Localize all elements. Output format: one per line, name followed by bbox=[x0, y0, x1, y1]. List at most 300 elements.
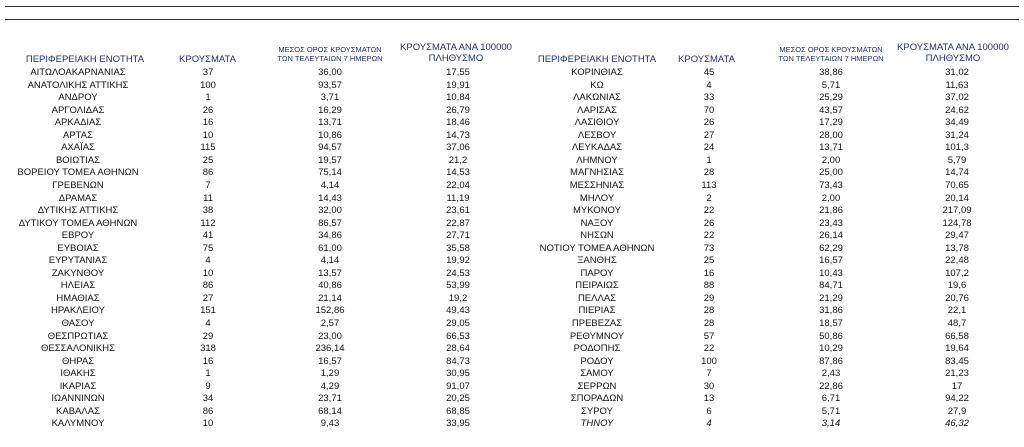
cell-per100k: 19,2 bbox=[448, 292, 468, 304]
header-avg-right bbox=[766, 45, 896, 63]
table-row bbox=[0, 193, 520, 205]
cell-region: ΚΟΡΙΝΘΙΑΣ bbox=[571, 67, 623, 78]
cell-cases: 26 bbox=[703, 117, 715, 129]
table-row bbox=[520, 406, 1024, 418]
cell-avg7d: 16,29 bbox=[318, 104, 342, 116]
cell-avg7d: 32,00 bbox=[318, 205, 342, 217]
cell-avg7d: 4,29 bbox=[320, 380, 340, 392]
cell-cases: 10 bbox=[202, 418, 214, 430]
table-row bbox=[0, 92, 520, 104]
cell-cases: 37 bbox=[202, 67, 214, 78]
top-rule bbox=[5, 6, 1019, 7]
cell-per100k: 33,95 bbox=[446, 418, 470, 430]
cell-avg7d: 26,14 bbox=[819, 230, 843, 242]
cell-region: ΠΕΛΛΑΣ bbox=[577, 292, 617, 304]
cell-region: ΝΟΤΙΟΥ ΤΟΜΕΑ ΑΘΗΝΩΝ bbox=[539, 242, 655, 254]
right-table bbox=[520, 67, 1024, 445]
cell-cases: 26 bbox=[202, 104, 214, 116]
cell-avg7d: 40,86 bbox=[318, 280, 342, 292]
cell-cases: 4 bbox=[706, 418, 712, 430]
cell-region: ΜΕΣΣΗΝΙΑΣ bbox=[569, 179, 625, 191]
table-row bbox=[520, 142, 1024, 154]
cell-region: ΛΑΣΙΘΙΟΥ bbox=[574, 117, 620, 129]
cell-avg7d: 3,14 bbox=[821, 418, 841, 430]
cell-per100k: 124,78 bbox=[942, 217, 972, 229]
cell-per100k: 23,61 bbox=[446, 205, 470, 217]
cell-per100k: 26,79 bbox=[446, 104, 470, 116]
cell-avg7d: 5,71 bbox=[821, 79, 841, 91]
cell-per100k: 66,58 bbox=[945, 330, 969, 342]
cell-cases: 7 bbox=[706, 368, 712, 380]
cell-per100k: 22,1 bbox=[947, 305, 967, 317]
cell-per100k: 49,43 bbox=[446, 305, 470, 317]
cell-avg7d: 2,00 bbox=[821, 154, 841, 166]
table-row bbox=[520, 343, 1024, 355]
cell-region: ΒΟΡΕΙΟΥ ΤΟΜΕΑ ΑΘΗΝΩΝ bbox=[17, 167, 139, 179]
cell-per100k: 53,99 bbox=[446, 280, 470, 292]
cell-cases: 29 bbox=[202, 330, 214, 342]
cell-avg7d: 68,14 bbox=[318, 405, 342, 417]
cell-region: ΝΗΣΩΝ bbox=[580, 230, 614, 242]
cell-avg7d: 25,00 bbox=[819, 167, 843, 179]
cell-per100k: 37,06 bbox=[446, 142, 470, 154]
cell-avg7d: 38,86 bbox=[819, 67, 843, 78]
table-row bbox=[520, 218, 1024, 230]
cell-per100k: 70,65 bbox=[945, 179, 969, 191]
cell-per100k: 29,05 bbox=[446, 318, 470, 329]
cell-per100k: 22,87 bbox=[446, 217, 470, 229]
cell-avg7d: 50,86 bbox=[819, 330, 843, 342]
cell-cases: 1 bbox=[706, 154, 712, 166]
cell-region: ΚΑΒΑΛΑΣ bbox=[56, 405, 100, 417]
cell-region: ΔΥΤΙΚΗΣ ΑΤΤΙΚΗΣ bbox=[37, 205, 119, 217]
header-per100k-left-line2: ΠΛΗΘΥΣΜΟ bbox=[428, 52, 484, 64]
cell-cases: 10 bbox=[202, 267, 214, 279]
cell-region: ΕΥΡΥΤΑΝΙΑΣ bbox=[48, 255, 108, 267]
header-avg-left-line1: ΜΕΣΟΣ ΟΡΟΣ ΚΡΟΥΣΜΑΤΩΝ bbox=[278, 45, 382, 54]
cell-per100k: 14,73 bbox=[446, 129, 470, 141]
cell-region: ΗΛΕΙΑΣ bbox=[60, 280, 96, 292]
header-per100k-left-line1: ΚΡΟΥΣΜΑΤΑ ΑΝΑ 100000 bbox=[400, 42, 512, 53]
table-row bbox=[520, 368, 1024, 380]
cell-cases: 88 bbox=[703, 280, 715, 292]
table-row bbox=[520, 167, 1024, 179]
cell-region: ΒΟΙΩΤΙΑΣ bbox=[55, 154, 101, 166]
cell-per100k: 27,71 bbox=[446, 230, 470, 242]
left-table bbox=[0, 67, 520, 445]
cell-per100k: 91,07 bbox=[446, 380, 470, 392]
cell-avg7d: 10,86 bbox=[318, 129, 342, 141]
table-row bbox=[0, 155, 520, 167]
cell-cases: 28 bbox=[703, 167, 715, 179]
cell-cases: 41 bbox=[202, 230, 214, 242]
cell-region: ΔΥΤΙΚΟΥ ΤΟΜΕΑ ΑΘΗΝΩΝ bbox=[18, 217, 138, 229]
table-row bbox=[520, 331, 1024, 343]
cell-region: ΡΟΔΟΥ bbox=[580, 355, 614, 367]
table-row bbox=[0, 305, 520, 317]
cell-region: ΣΠΟΡΑΔΩΝ bbox=[570, 393, 624, 405]
cell-avg7d: 21,14 bbox=[318, 292, 342, 304]
cell-per100k: 22,48 bbox=[945, 255, 969, 267]
cell-per100k: 48,7 bbox=[947, 318, 967, 329]
cell-cases: 6 bbox=[706, 405, 712, 417]
cell-region: ΡΟΔΟΠΗΣ bbox=[573, 343, 621, 355]
cell-cases: 2 bbox=[706, 192, 712, 204]
table-row bbox=[0, 67, 520, 79]
cell-region: ΕΒΡΟΥ bbox=[61, 230, 95, 242]
table-row bbox=[520, 105, 1024, 117]
table-row bbox=[0, 218, 520, 230]
cell-cases: 1 bbox=[205, 92, 211, 104]
cell-region: ΠΕΙΡΑΙΩΣ bbox=[575, 280, 619, 292]
cell-region: ΘΑΣΟΥ bbox=[61, 318, 95, 329]
cell-per100k: 94,22 bbox=[945, 393, 969, 405]
cell-avg7d: 4,14 bbox=[320, 255, 340, 267]
table-row bbox=[520, 393, 1024, 405]
cell-cases: 30 bbox=[703, 380, 715, 392]
cell-region: ΙΩΑΝΝΙΝΩΝ bbox=[51, 393, 105, 405]
cell-region: ΓΡΕΒΕΝΩΝ bbox=[52, 179, 104, 191]
cell-region: ΣΕΡΡΩΝ bbox=[577, 380, 617, 392]
cell-region: ΞΑΝΘΗΣ bbox=[577, 255, 617, 267]
cell-per100k: 18,46 bbox=[446, 117, 470, 129]
table-row bbox=[520, 318, 1024, 330]
cell-per100k: 21,2 bbox=[448, 154, 468, 166]
table-row bbox=[0, 80, 520, 92]
cell-cases: 86 bbox=[202, 280, 214, 292]
table-row bbox=[520, 268, 1024, 280]
table-row bbox=[0, 381, 520, 393]
cell-avg7d: 236,14 bbox=[315, 343, 345, 355]
cell-cases: 25 bbox=[703, 255, 715, 267]
cell-avg7d: 28,00 bbox=[819, 129, 843, 141]
cell-region: ΜΗΛΟΥ bbox=[579, 192, 615, 204]
cell-cases: 1 bbox=[205, 368, 211, 380]
cell-cases: 16 bbox=[202, 117, 214, 129]
cell-region: ΑΙΤΩΛΟΑΚΑΡΝΑΝΙΑΣ bbox=[30, 67, 126, 78]
cell-per100k: 20,25 bbox=[446, 393, 470, 405]
cell-per100k: 217,09 bbox=[942, 205, 972, 217]
cell-per100k: 24,53 bbox=[446, 267, 470, 279]
cell-per100k: 19,92 bbox=[446, 255, 470, 267]
cell-region: ΑΡΓΟΛΙΔΑΣ bbox=[51, 104, 105, 116]
cell-cases: 57 bbox=[703, 330, 715, 342]
cell-per100k: 13,78 bbox=[945, 242, 969, 254]
cell-region: ΖΑΚΥΝΘΟΥ bbox=[51, 267, 105, 279]
table-row bbox=[0, 105, 520, 117]
cell-avg7d: 43,57 bbox=[819, 104, 843, 116]
cell-region: ΑΡΚΑΔΙΑΣ bbox=[54, 117, 102, 129]
table-row bbox=[0, 205, 520, 217]
cell-avg7d: 152,86 bbox=[315, 305, 345, 317]
table-row bbox=[0, 142, 520, 154]
cell-avg7d: 16,57 bbox=[819, 255, 843, 267]
header-avg-right-line1: ΜΕΣΟΣ ΟΡΟΣ ΚΡΟΥΣΜΑΤΩΝ bbox=[779, 45, 883, 54]
cell-avg7d: 25,29 bbox=[819, 92, 843, 104]
cell-region: ΑΡΤΑΣ bbox=[63, 129, 93, 141]
cell-cases: 7 bbox=[205, 179, 211, 191]
cell-per100k: 14,74 bbox=[945, 167, 969, 179]
cell-per100k: 29,47 bbox=[945, 230, 969, 242]
table-row bbox=[520, 80, 1024, 92]
table-row bbox=[520, 67, 1024, 79]
header-per100k-right-line1: ΚΡΟΥΣΜΑΤΑ ΑΝΑ 100000 bbox=[897, 42, 1009, 53]
header-avg-left bbox=[265, 45, 395, 63]
cell-avg7d: 18,57 bbox=[819, 318, 843, 329]
cell-per100k: 107,2 bbox=[945, 267, 969, 279]
cell-cases: 29 bbox=[703, 292, 715, 304]
cell-cases: 100 bbox=[701, 355, 717, 367]
table-row bbox=[0, 130, 520, 142]
cell-avg7d: 84,71 bbox=[819, 280, 843, 292]
cell-per100k: 84,73 bbox=[446, 355, 470, 367]
cell-region: ΑΧΑΪΑΣ bbox=[61, 142, 95, 154]
table-row bbox=[0, 230, 520, 242]
cell-avg7d: 23,00 bbox=[318, 330, 342, 342]
cell-avg7d: 94,57 bbox=[318, 142, 342, 154]
cell-avg7d: 13,57 bbox=[318, 267, 342, 279]
cell-avg7d: 10,29 bbox=[819, 343, 843, 355]
table-row bbox=[0, 418, 520, 430]
cell-cases: 86 bbox=[202, 167, 214, 179]
header-per100k-right bbox=[893, 43, 1013, 64]
cell-cases: 22 bbox=[703, 205, 715, 217]
cell-cases: 25 bbox=[202, 154, 214, 166]
cell-cases: 318 bbox=[200, 343, 216, 355]
table-row bbox=[0, 331, 520, 343]
cell-region: ΗΜΑΘΙΑΣ bbox=[56, 292, 100, 304]
table-row bbox=[520, 293, 1024, 305]
cell-avg7d: 21,29 bbox=[819, 292, 843, 304]
cell-cases: 11 bbox=[203, 192, 213, 204]
cell-per100k: 14,53 bbox=[446, 167, 470, 179]
cell-avg7d: 13,71 bbox=[819, 142, 843, 154]
cell-avg7d: 36,00 bbox=[318, 67, 342, 78]
cell-region: ΑΝΔΡΟΥ bbox=[58, 92, 98, 104]
table-row bbox=[520, 92, 1024, 104]
cell-avg7d: 23,43 bbox=[819, 217, 843, 229]
table-row bbox=[0, 393, 520, 405]
cell-avg7d: 75,14 bbox=[318, 167, 342, 179]
cell-cases: 4 bbox=[205, 318, 211, 329]
cell-per100k: 101,3 bbox=[945, 142, 969, 154]
cell-cases: 9 bbox=[205, 380, 211, 392]
cell-cases: 113 bbox=[701, 179, 717, 191]
cell-per100k: 20,14 bbox=[945, 192, 969, 204]
cell-avg7d: 10,43 bbox=[819, 267, 843, 279]
header-rule bbox=[5, 19, 1019, 20]
cell-per100k: 20,76 bbox=[945, 292, 969, 304]
cell-per100k: 83,45 bbox=[945, 355, 969, 367]
cell-avg7d: 6,71 bbox=[821, 393, 841, 405]
table-row bbox=[0, 180, 520, 192]
table-row bbox=[520, 117, 1024, 129]
cell-cases: 70 bbox=[703, 104, 715, 116]
table-row bbox=[0, 293, 520, 305]
table-row bbox=[0, 368, 520, 380]
cell-cases: 22 bbox=[703, 230, 715, 242]
cell-region: ΗΡΑΚΛΕΙΟΥ bbox=[51, 305, 105, 317]
cell-per100k: 46,32 bbox=[945, 418, 969, 430]
header-avg-right-line2: ΤΩΝ ΤΕΛΕΥΤΑΙΩΝ 7 ΗΜΕΡΩΝ bbox=[778, 54, 884, 63]
cell-region: ΔΡΑΜΑΣ bbox=[58, 192, 98, 204]
cell-avg7d: 9,43 bbox=[320, 418, 340, 430]
cell-avg7d: 19,57 bbox=[318, 154, 342, 166]
table-row bbox=[520, 381, 1024, 393]
cell-per100k: 34,49 bbox=[945, 117, 969, 129]
cell-avg7d: 87,86 bbox=[819, 355, 843, 367]
cell-per100k: 37,02 bbox=[945, 92, 969, 104]
cell-cases: 10 bbox=[202, 129, 214, 141]
cell-cases: 75 bbox=[202, 242, 214, 254]
table-row bbox=[0, 268, 520, 280]
cell-per100k: 27,9 bbox=[947, 405, 967, 417]
cell-cases: 16 bbox=[202, 355, 214, 367]
cell-cases: 16 bbox=[703, 267, 715, 279]
cell-per100k: 19,64 bbox=[945, 343, 969, 355]
cell-avg7d: 1,29 bbox=[320, 368, 340, 380]
cell-per100k: 31,24 bbox=[945, 129, 969, 141]
cell-region: ΘΕΣΠΡΩΤΙΑΣ bbox=[47, 330, 109, 342]
cell-per100k: 30,95 bbox=[446, 368, 470, 380]
cell-cases: 45 bbox=[703, 67, 715, 78]
table-row bbox=[0, 255, 520, 267]
cell-cases: 27 bbox=[202, 292, 214, 304]
cell-region: ΤΗΝΟΥ bbox=[580, 418, 614, 430]
table-row bbox=[520, 193, 1024, 205]
table-row bbox=[520, 418, 1024, 430]
header-region-right: ΠΕΡΙΦΕΡΕΙΑΚΗ ΕΝΟΤΗΤΑ bbox=[537, 54, 657, 65]
cell-cases: 4 bbox=[706, 79, 712, 91]
cell-region: ΙΘΑΚΗΣ bbox=[60, 368, 96, 380]
table-row bbox=[0, 318, 520, 330]
cell-cases: 38 bbox=[202, 205, 214, 217]
table-row bbox=[520, 280, 1024, 292]
cell-avg7d: 17,29 bbox=[819, 117, 843, 129]
header-per100k-left bbox=[396, 43, 516, 64]
cell-avg7d: 2,57 bbox=[320, 318, 340, 329]
cell-per100k: 19,91 bbox=[446, 79, 470, 91]
header-avg-left-line2: ΤΩΝ ΤΕΛΕΥΤΑΙΩΝ 7 ΗΜΕΡΩΝ bbox=[277, 54, 383, 63]
cell-avg7d: 16,57 bbox=[318, 355, 342, 367]
cell-region: ΛΑΡΙΣΑΣ bbox=[577, 104, 617, 116]
cell-region: ΘΗΡΑΣ bbox=[61, 355, 95, 367]
table-row bbox=[520, 180, 1024, 192]
cell-avg7d: 61,00 bbox=[318, 242, 342, 254]
table-row bbox=[520, 130, 1024, 142]
cell-region: ΚΑΛΥΜΝΟΥ bbox=[51, 418, 105, 430]
cell-cases: 34 bbox=[202, 393, 214, 405]
table-row bbox=[520, 255, 1024, 267]
table-row bbox=[0, 117, 520, 129]
table-row bbox=[0, 280, 520, 292]
cell-cases: 28 bbox=[703, 305, 715, 317]
cell-region: ΠΙΕΡΙΑΣ bbox=[578, 305, 616, 317]
cell-avg7d: 14,43 bbox=[318, 192, 342, 204]
cell-per100k: 68,85 bbox=[446, 405, 470, 417]
cell-avg7d: 3,71 bbox=[320, 92, 340, 104]
table-row bbox=[520, 356, 1024, 368]
cell-avg7d: 4,14 bbox=[320, 179, 340, 191]
cell-region: ΕΥΒΟΙΑΣ bbox=[57, 242, 99, 254]
cell-region: ΚΩ bbox=[590, 79, 604, 91]
cell-avg7d: 2,00 bbox=[821, 192, 841, 204]
cell-cases: 112 bbox=[200, 217, 216, 229]
cell-cases: 27 bbox=[703, 129, 715, 141]
table-row bbox=[0, 356, 520, 368]
cell-per100k: 17 bbox=[951, 380, 963, 392]
cell-cases: 22 bbox=[703, 343, 715, 355]
cell-per100k: 31,02 bbox=[945, 67, 969, 78]
cell-avg7d: 21,86 bbox=[819, 205, 843, 217]
cell-cases: 4 bbox=[205, 255, 211, 267]
cell-region: ΣΑΜΟΥ bbox=[580, 368, 614, 380]
cell-avg7d: 22,86 bbox=[819, 380, 843, 392]
cell-per100k: 5,79 bbox=[947, 154, 967, 166]
cell-per100k: 10,84 bbox=[446, 92, 470, 104]
header-cases-right: ΚΡΟΥΣΜΑΤΑ bbox=[678, 54, 735, 65]
cell-cases: 33 bbox=[703, 92, 715, 104]
table-row bbox=[520, 205, 1024, 217]
table-row bbox=[0, 243, 520, 255]
cell-cases: 28 bbox=[703, 318, 715, 329]
cell-avg7d: 34,86 bbox=[318, 230, 342, 242]
cell-region: ΡΕΘΥΜΝΟΥ bbox=[569, 330, 625, 342]
cell-cases: 24 bbox=[703, 142, 715, 154]
cell-per100k: 66,53 bbox=[446, 330, 470, 342]
cell-region: ΠΡΕΒΕΖΑΣ bbox=[571, 318, 623, 329]
cell-cases: 26 bbox=[703, 217, 715, 229]
cell-avg7d: 62,29 bbox=[819, 242, 843, 254]
cell-avg7d: 73,43 bbox=[819, 179, 843, 191]
cell-region: ΜΑΓΝΗΣΙΑΣ bbox=[570, 167, 624, 179]
cell-per100k: 21,23 bbox=[945, 368, 969, 380]
cell-region: ΛΕΣΒΟΥ bbox=[577, 129, 617, 141]
header-region-left: ΠΕΡΙΦΕΡΕΙΑΚΗ ΕΝΟΤΗΤΑ bbox=[25, 54, 145, 65]
cell-cases: 115 bbox=[200, 142, 216, 154]
cell-region: ΣΥΡΟΥ bbox=[581, 405, 613, 417]
table-row bbox=[520, 230, 1024, 242]
cell-per100k: 35,58 bbox=[446, 242, 470, 254]
table-row bbox=[520, 155, 1024, 167]
cell-region: ΛΗΜΝΟΥ bbox=[576, 154, 618, 166]
cell-avg7d: 5,71 bbox=[821, 405, 841, 417]
cell-avg7d: 86,57 bbox=[318, 217, 342, 229]
cell-cases: 100 bbox=[200, 79, 216, 91]
cell-avg7d: 31,86 bbox=[819, 305, 843, 317]
header-cases-left: ΚΡΟΥΣΜΑΤΑ bbox=[179, 54, 236, 65]
cell-avg7d: 93,57 bbox=[318, 79, 342, 91]
cell-region: ΛΑΚΩΝΙΑΣ bbox=[573, 92, 621, 104]
cell-per100k: 24,62 bbox=[945, 104, 969, 116]
cell-per100k: 17,55 bbox=[446, 67, 470, 78]
cell-region: ΠΑΡΟΥ bbox=[580, 267, 614, 279]
table-row bbox=[0, 167, 520, 179]
header-per100k-right-line2: ΠΛΗΘΥΣΜΟ bbox=[925, 52, 981, 64]
table-row bbox=[0, 406, 520, 418]
table-row bbox=[520, 305, 1024, 317]
cell-cases: 13 bbox=[703, 393, 715, 405]
cell-cases: 151 bbox=[200, 305, 216, 317]
table-row bbox=[520, 243, 1024, 255]
cell-per100k: 28,64 bbox=[446, 343, 470, 355]
cell-cases: 86 bbox=[202, 405, 214, 417]
cell-cases: 73 bbox=[703, 242, 715, 254]
table-header bbox=[0, 41, 1024, 65]
cell-per100k: 22,04 bbox=[446, 179, 470, 191]
cell-per100k: 11,19 bbox=[446, 192, 470, 204]
cell-per100k: 19,6 bbox=[947, 280, 967, 292]
